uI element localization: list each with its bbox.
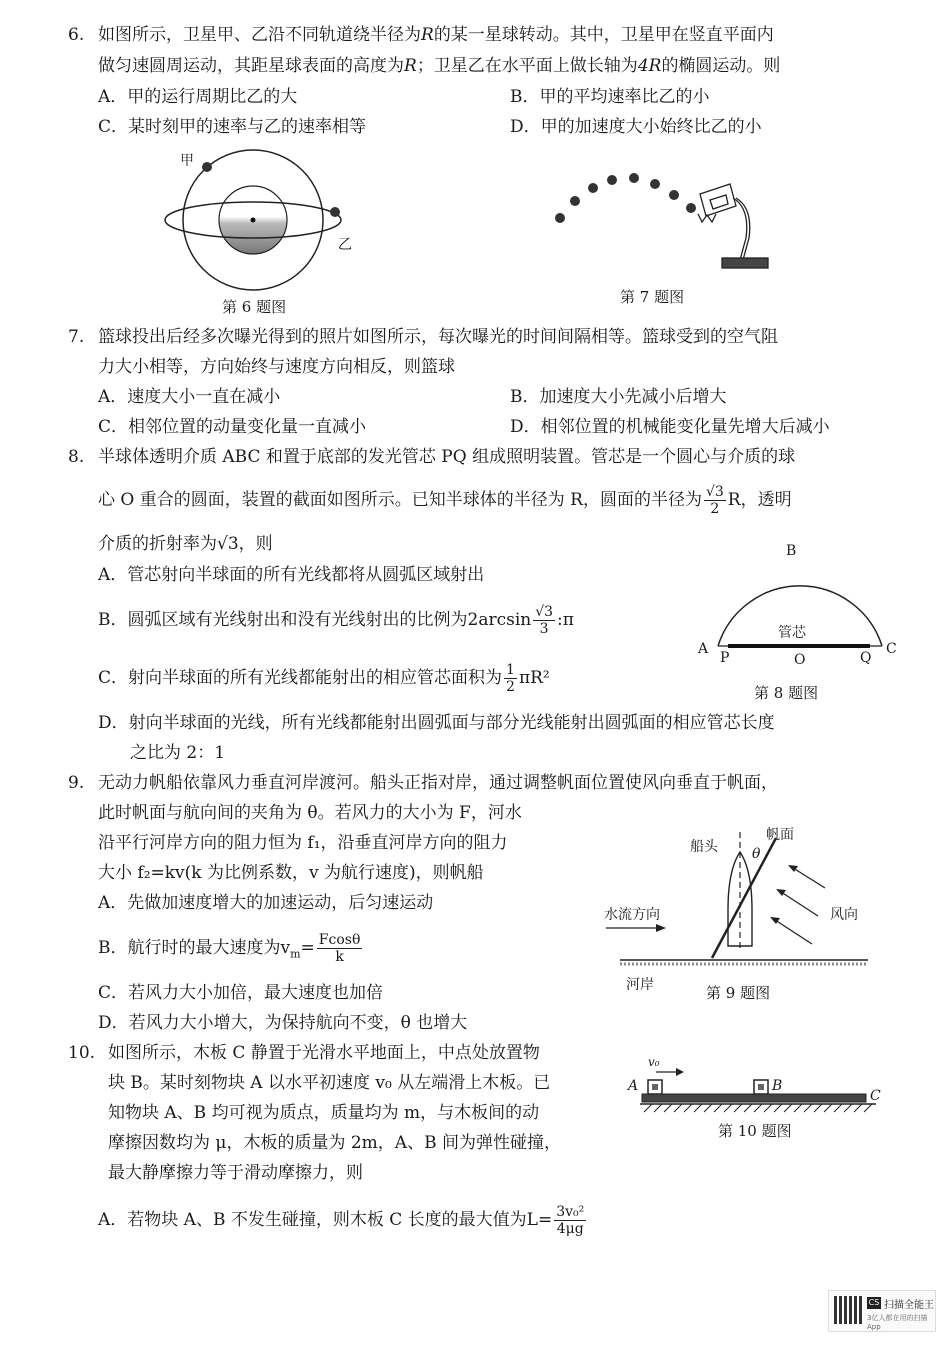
q10-label-c: C	[870, 1088, 881, 1104]
watermark-title: 扫描全能王	[884, 1300, 934, 1311]
q6-label-yi: 乙	[338, 237, 352, 253]
q8-option-a: A．管芯射向半球面的所有光线都将从圆弧区域射出	[98, 565, 485, 585]
q7-stem-line2: 力大小相等，方向始终与速度方向相反，则篮球	[98, 357, 455, 377]
satellite-jia-icon	[202, 162, 212, 172]
q9-figure-caption: 第 9 题图	[706, 984, 771, 1002]
q7-stem-line1: 篮球投出后经多次曝光得到的照片如图所示，每次曝光的时间间隔相等。篮球受到的空气阻	[98, 327, 778, 347]
q6-option-a: A．甲的运行周期比乙的大	[98, 87, 298, 107]
qr-code-icon	[834, 1296, 862, 1324]
q9-option-b: B．航行时的最大速度为$v_m=$ $\frac{Fcos\theta}{k}$	[98, 932, 361, 965]
q7-option-c: C．相邻位置的动量变化量一直减小	[98, 417, 367, 437]
q9-option-c: C．若风力大小加倍，最大速度也加倍	[98, 983, 384, 1003]
sail-line	[712, 838, 776, 958]
q7-number: 7.	[68, 327, 85, 347]
q10-figure-board	[640, 1060, 885, 1120]
q8-option-c: C．射向半球面的所有光线都能射出的相应管芯面积为 $\frac{1}{2}$ πR²	[98, 662, 550, 695]
q10-label-v0: v₀	[648, 1055, 660, 1069]
q10-stem-line2: 块 B。某时刻物块 A 以水平初速度 v₀ 从左端滑上木板。已	[108, 1073, 551, 1093]
q6-figure-caption: 第 6 题图	[222, 298, 287, 316]
q9-label-bank: 河岸	[626, 977, 654, 993]
q9-number: 9.	[68, 773, 85, 793]
q9-option-d: D．若风力大小增大，为保持航向不变，θ 也增大	[98, 1013, 468, 1033]
q6-option-b: B．甲的平均速率比乙的小	[510, 87, 710, 107]
q10-figure-caption: 第 10 题图	[718, 1122, 792, 1140]
q8-label-c: C	[886, 641, 897, 657]
q8-label-q: Q	[860, 650, 872, 666]
q10-number: 10.	[68, 1043, 96, 1063]
q8-figure-caption: 第 8 题图	[754, 684, 819, 702]
camscanner-logo-icon: CS	[868, 1298, 880, 1307]
q10-label-a: A	[628, 1078, 639, 1094]
q8-label-b: B	[786, 543, 797, 559]
q8-figure-hemisphere	[710, 550, 890, 660]
q9-stem-line1: 无动力帆船依靠风力垂直河岸渡河。船头正指对岸，通过调整帆面位置使风向垂直于帆面，	[98, 773, 778, 793]
q10-stem-line3: 知物块 A、B 均可视为质点，质量均为 m，与木板间的动	[108, 1103, 540, 1123]
q6-stem-line2: 做匀速圆周运动，其距星球表面的高度为R；卫星乙在水平面上做长轴为4R的椭圆运动。则	[98, 56, 781, 76]
q10-option-a: A．若物块 A、B 不发生碰撞，则木板 C 长度的最大值为L= $\frac{\text{3v₀²}}{4\mu g}$	[98, 1204, 585, 1237]
q6-option-c: C．某时刻甲的速率与乙的速率相等	[98, 117, 367, 137]
q8-frac-sqrt3-over-2: $\frac{√3}{2}$	[705, 484, 724, 517]
q9-figure-sailboat	[600, 830, 870, 970]
q9-label-flow: 水流方向	[604, 907, 660, 923]
q6-figure-orbits	[170, 148, 360, 298]
q10-stem-line1: 如图所示，木板 C 静置于光滑水平地面上，中点处放置物	[108, 1043, 540, 1063]
q8-option-b: B．圆弧区域有光线射出和没有光线射出的比例为2arcsin $\frac{√3}{3}$ :π	[98, 604, 574, 637]
q7-option-d: D．相邻位置的机械能变化量先增大后减小	[510, 417, 830, 437]
q6-label-jia: 甲	[180, 153, 194, 169]
q7-figure-caption: 第 7 题图	[620, 288, 685, 306]
q6-number: 6.	[68, 25, 85, 45]
q9-label-wind: 风向	[830, 907, 858, 923]
q8-stem-line1: 半球体透明介质 ABC 和置于底部的发光管芯 PQ 组成照明装置。管芯是一个圆心与介质的球	[98, 447, 796, 467]
q6-option-d: D．甲的加速度大小始终比乙的小	[510, 117, 762, 137]
q8-label-a: A	[698, 641, 709, 657]
q6-stem-line1: 如图所示，卫星甲、乙沿不同轨道绕半径为R的某一星球转动。其中，卫星甲在竖直平面内	[98, 25, 774, 45]
satellite-yi-icon	[330, 207, 340, 217]
q9-option-a: A．先做加速度增大的加速运动，后匀速运动	[98, 893, 434, 913]
q8-option-d-line1: D．射向半球面的光线，所有光线都能射出圆弧面与部分光线能射出圆弧面的相应管芯长度	[98, 713, 775, 733]
q9-label-sail: 帆面	[766, 827, 794, 843]
q8-option-d-line2: 之比为 2：1	[130, 743, 226, 763]
q8-label-o: O	[794, 652, 806, 668]
q8-stem-line3: 介质的折射率为√3，则	[98, 534, 273, 554]
q10-stem-line4: 摩擦因数均为 μ，木板的质量为 2m，A、B 间为弹性碰撞，	[108, 1133, 561, 1153]
q9-stem-line4: 大小 f₂=kv(k 为比例系数，v 为航行速度)，则帆船	[98, 863, 484, 883]
q7-option-b: B．加速度大小先减小后增大	[510, 387, 727, 407]
q10-label-b: B	[772, 1078, 783, 1094]
q7-figure-basketball	[550, 168, 780, 278]
q9-stem-line3: 沿平行河岸方向的阻力恒为 f₁，沿垂直河岸方向的阻力	[98, 833, 508, 853]
q8-label-core: 管芯	[778, 625, 806, 641]
q9-stem-line2: 此时帆面与航向间的夹角为 θ。若风力的大小为 F，河水	[98, 803, 522, 823]
scanner-watermark	[828, 1290, 936, 1332]
q9-label-bow: 船头	[690, 839, 718, 855]
q8-label-p: P	[720, 650, 730, 666]
q10-stem-line5: 最大静摩擦力等于滑动摩擦力，则	[108, 1163, 363, 1183]
q8-stem-line2: 心 O 重合的圆面，装置的截面如图所示。已知半球体的半径为 R，圆面的半径为 $\frac{√3}{2}$ R，透明	[98, 484, 792, 517]
q8-number: 8.	[68, 447, 85, 467]
q9-label-theta: θ	[752, 846, 761, 862]
watermark-subtitle: 3亿人都在用的扫描App	[867, 1314, 928, 1331]
q7-option-a: A．速度大小一直在减小	[98, 387, 281, 407]
